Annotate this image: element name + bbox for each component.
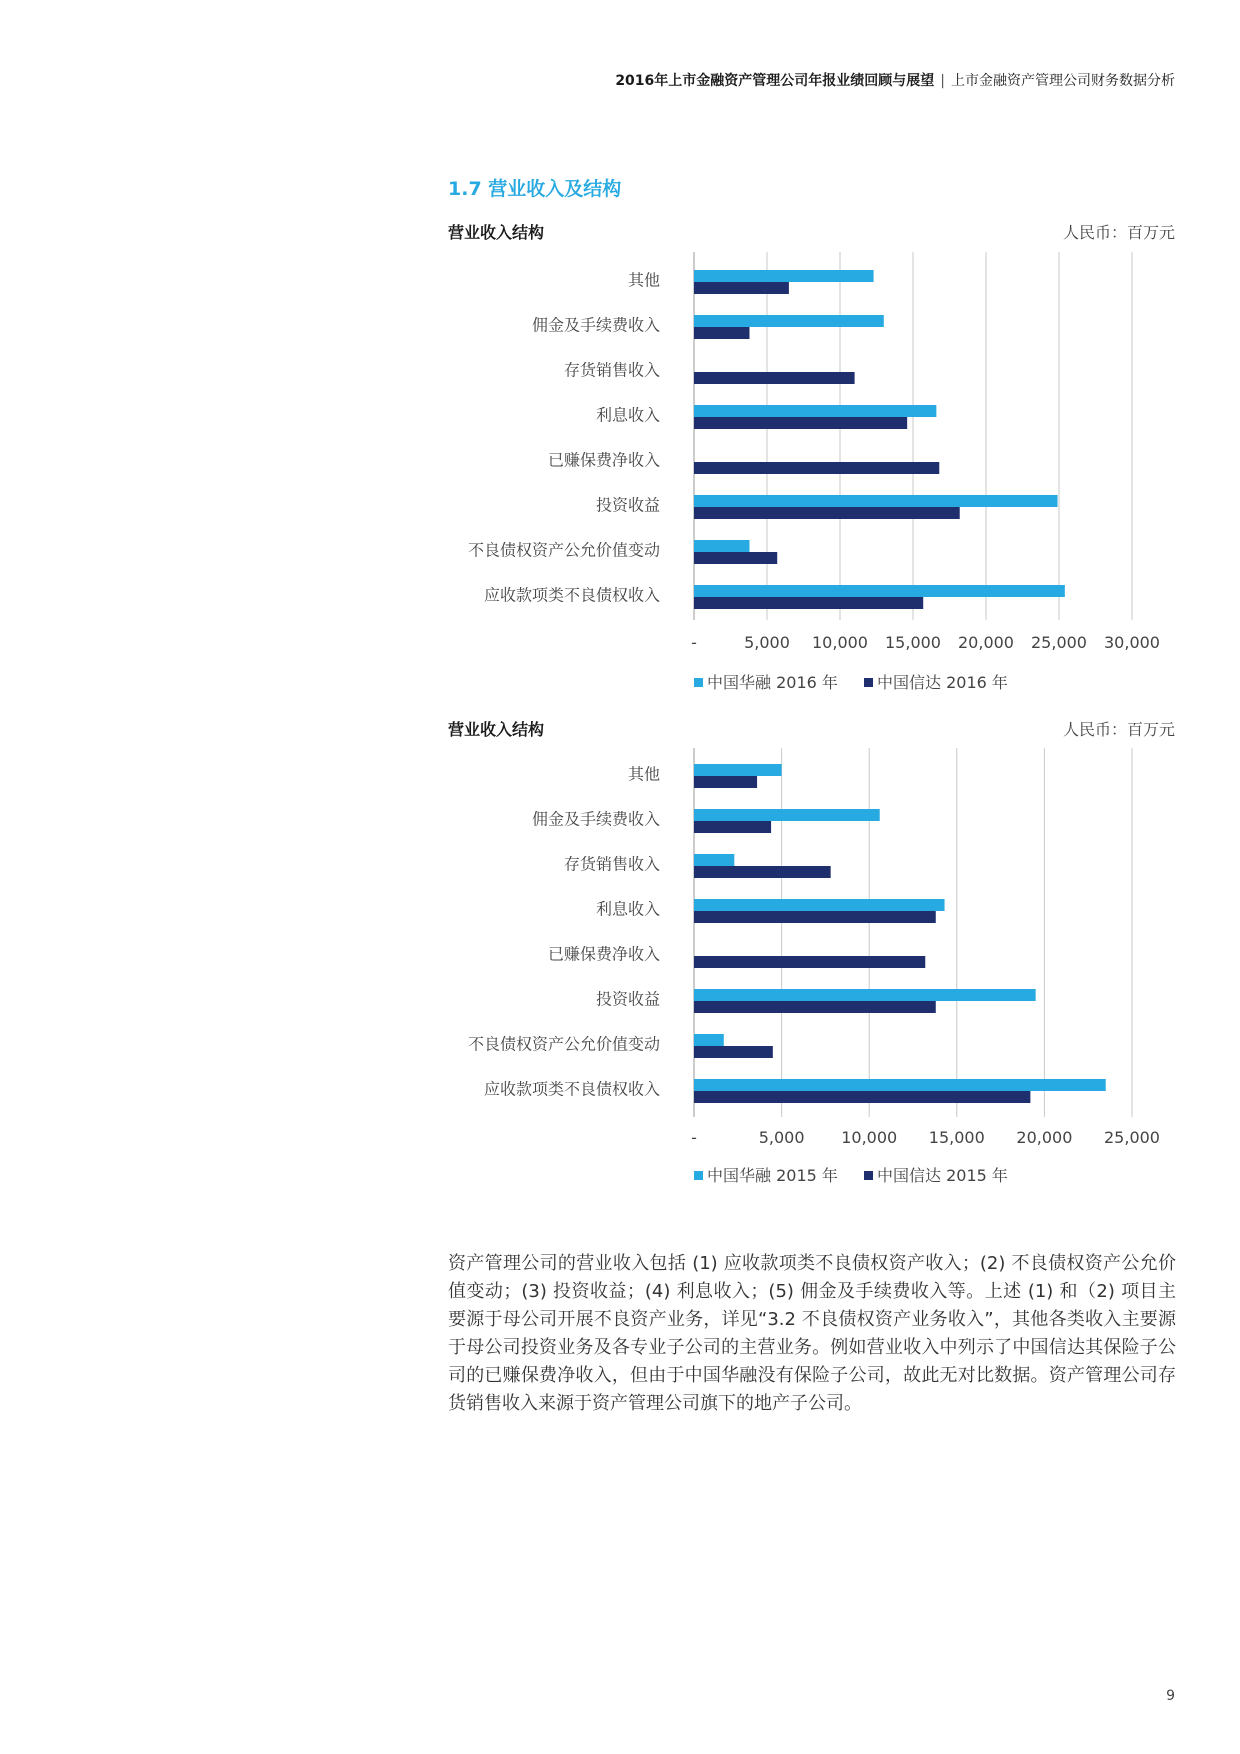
bar-huarong [694, 1034, 724, 1046]
category-label: 佣金及手续费收入 [531, 315, 660, 335]
bar-huarong [694, 854, 734, 866]
bar-cinda [694, 552, 777, 564]
bar-huarong [694, 540, 749, 552]
bar-cinda [694, 1001, 936, 1013]
report-title: 2016年上市金融资产管理公司年报业绩回顾与展望 [615, 73, 935, 89]
category-label: 其他 [627, 270, 660, 290]
bar-cinda [694, 597, 923, 609]
legend-label: 中国华融 2015 年 [707, 1166, 838, 1185]
bar-huarong [694, 989, 1036, 1001]
legend-swatch [864, 1171, 873, 1180]
running-header [615, 70, 1175, 90]
legend-label: 中国信达 2015 年 [877, 1166, 1008, 1185]
bar-cinda [694, 282, 789, 294]
category-label: 不良债权资产公允价值变动 [467, 540, 660, 560]
bar-cinda [694, 1046, 773, 1058]
bar-huarong [694, 315, 884, 327]
bar-huarong [694, 764, 782, 776]
legend-swatch [694, 678, 703, 687]
chart2-revenue-structure-2015 [0, 740, 1240, 1200]
legend-label: 中国华融 2016 年 [707, 673, 838, 692]
bar-huarong [694, 1079, 1106, 1091]
category-label: 投资收益 [595, 495, 660, 515]
body-paragraph: 资产管理公司的营业收入包括 (1) 应收款项类不良债权资产收入；(2) 不良债权资产公允价值变动；(3) 投资收益；(4) 利息收入；(5) 佣金及手续费收入等。上述 (1) 和（2) 项目主要源于母公司开展不良资产业务，详见“3.2 不良债权资产业务收入”，其他各类收入主要源于母公司投资业务及各专业子公司的主营业务。例如营业收入中列示了中国信达其保险子公司的已赚保费净收入，但由于中国华融没有保险子公司，故此无对比数据。资产管理公司存货销售收入来源于资产管理公司旗下的地产子公司。 [448, 1253, 1176, 1414]
chart1-title: 营业收入结构 [448, 223, 545, 242]
category-label: 投资收益 [595, 989, 660, 1009]
tick-label: 5,000 [758, 1128, 805, 1147]
bar-cinda [694, 1091, 1030, 1103]
tick-label: - [691, 1128, 697, 1147]
bar-huarong [694, 270, 874, 282]
chart2-title: 营业收入结构 [448, 720, 545, 739]
chart1-revenue-structure-2016 [0, 240, 1240, 700]
bar-huarong [694, 405, 936, 417]
bar-huarong [694, 899, 945, 911]
bar-cinda [694, 776, 757, 788]
header-section-title: 上市金融资产管理公司财务数据分析 [951, 73, 1175, 89]
chart2-unit: 人民币：百万元 [1062, 720, 1175, 739]
bar-cinda [694, 821, 771, 833]
category-label: 已赚保费净收入 [547, 450, 660, 470]
header-separator: | [940, 73, 945, 89]
category-label: 存货销售收入 [563, 854, 660, 874]
category-label: 利息收入 [595, 405, 660, 425]
category-label: 其他 [627, 764, 660, 784]
bar-cinda [694, 507, 960, 519]
bar-cinda [694, 327, 749, 339]
tick-label: 15,000 [885, 633, 941, 652]
category-label: 存货销售收入 [563, 360, 660, 380]
bar-cinda [694, 417, 907, 429]
tick-label: 20,000 [958, 633, 1014, 652]
tick-label: 30,000 [1104, 633, 1160, 652]
category-label: 已赚保费净收入 [547, 944, 660, 964]
legend-swatch [694, 1171, 703, 1180]
tick-label: 5,000 [744, 633, 790, 652]
tick-label: 20,000 [1016, 1128, 1073, 1147]
category-label: 应收款项类不良债权收入 [483, 585, 660, 605]
bar-cinda [694, 866, 831, 878]
bar-cinda [694, 956, 925, 968]
category-label: 佣金及手续费收入 [531, 809, 660, 829]
category-label: 不良债权资产公允价值变动 [467, 1034, 660, 1054]
tick-label: 10,000 [812, 633, 868, 652]
tick-label: 15,000 [928, 1128, 985, 1147]
tick-label: 10,000 [841, 1128, 898, 1147]
bar-huarong [694, 585, 1065, 597]
bar-cinda [694, 911, 936, 923]
legend-label: 中国信达 2016 年 [877, 673, 1008, 692]
category-label: 利息收入 [595, 899, 660, 919]
bar-huarong [694, 809, 880, 821]
bar-cinda [694, 462, 939, 474]
legend-swatch [864, 678, 873, 687]
page-number: 9 [1166, 1688, 1175, 1704]
tick-label: - [691, 633, 697, 652]
chart1-unit: 人民币：百万元 [1062, 223, 1175, 242]
tick-label: 25,000 [1104, 1128, 1160, 1147]
category-label: 应收款项类不良债权收入 [483, 1079, 660, 1099]
bar-cinda [694, 372, 855, 384]
tick-label: 25,000 [1031, 633, 1087, 652]
section-title: 1.7 营业收入及结构 [448, 178, 622, 200]
bar-huarong [694, 495, 1058, 507]
